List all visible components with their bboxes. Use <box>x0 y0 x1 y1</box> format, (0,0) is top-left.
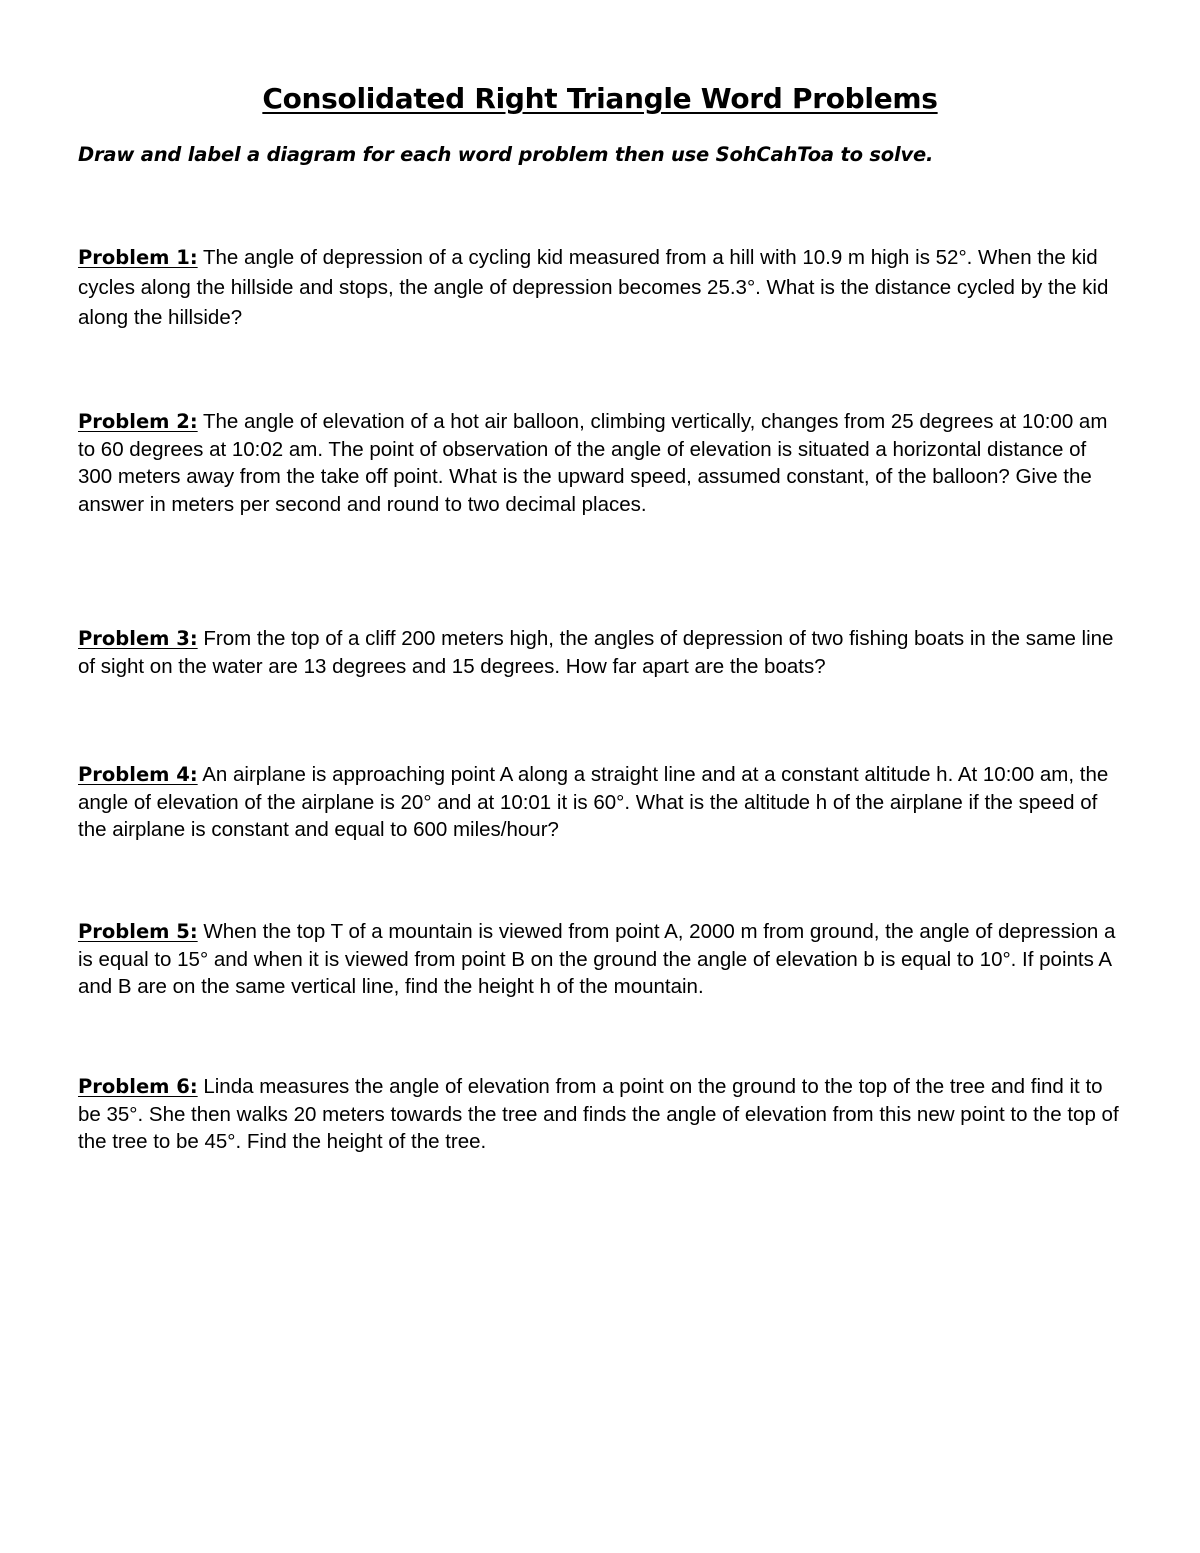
problem-1-text: The angle of depression of a cycling kid measured from a hill with 10.9 m high is 52°. When the kid cycles along the hillside and stops, the angle of depression becomes 25.3°. What is the distance cycled by the kid along the hillside? <box>78 246 1109 329</box>
page-title: Consolidated Right Triangle Word Problems <box>262 82 938 115</box>
problem-4-label: Problem 4: <box>78 763 198 786</box>
problem-6 <box>78 1073 1123 1156</box>
problem-2 <box>78 408 1123 518</box>
instructions: Draw and label a diagram for each word problem then use SohCahToa to solve. <box>78 143 934 166</box>
problem-5-label: Problem 5: <box>78 920 198 943</box>
problem-4-text: An airplane is approaching point A along a straight line and at a constant altitude h. At 10:00 am, the angle of elevation of the airplane is 20° and at 10:01 it is 60°. What is the altitude h of the airplane if the speed of the airplane is constant and equal to 600 miles/hour? <box>78 763 1109 841</box>
problem-4 <box>78 761 1123 844</box>
problem-2-text: The angle of elevation of a hot air balloon, climbing vertically, changes from 25 degrees at 10:00 am to 60 degrees at 10:02 am. The point of observation of the angle of elevation is situated a horizontal distance of 300 meters away from the take off point. What is the upward speed, assumed constant, of the balloon? Give the answer in meters per second and round to two decimal places. <box>78 410 1108 516</box>
problem-3 <box>78 625 1123 680</box>
problem-5 <box>78 918 1123 1001</box>
problem-3-label: Problem 3: <box>78 627 198 650</box>
problem-6-text: Linda measures the angle of elevation from a point on the ground to the top of the tree and find it to be 35°. She then walks 20 meters towards the tree and finds the angle of elevation from this new point to the top of the tree to be 45°. Find the height of the tree. <box>78 1075 1119 1153</box>
problem-5-text: When the top T of a mountain is viewed from point A, 2000 m from ground, the angle of depression a is equal to 15° and when it is viewed from point B on the ground the angle of elevation b is equal to 10°. If points A and B are on the same vertical line, find the height h of the mountain. <box>78 920 1116 998</box>
problem-2-label: Problem 2: <box>78 410 198 433</box>
problem-1-label: Problem 1: <box>78 246 198 269</box>
problem-1 <box>78 243 1123 333</box>
problem-6-label: Problem 6: <box>78 1075 198 1098</box>
problem-3-text: From the top of a cliff 200 meters high, the angles of depression of two fishing boats in the same line of sight on the water are 13 degrees and 15 degrees. How far apart are the boats? <box>78 627 1114 678</box>
